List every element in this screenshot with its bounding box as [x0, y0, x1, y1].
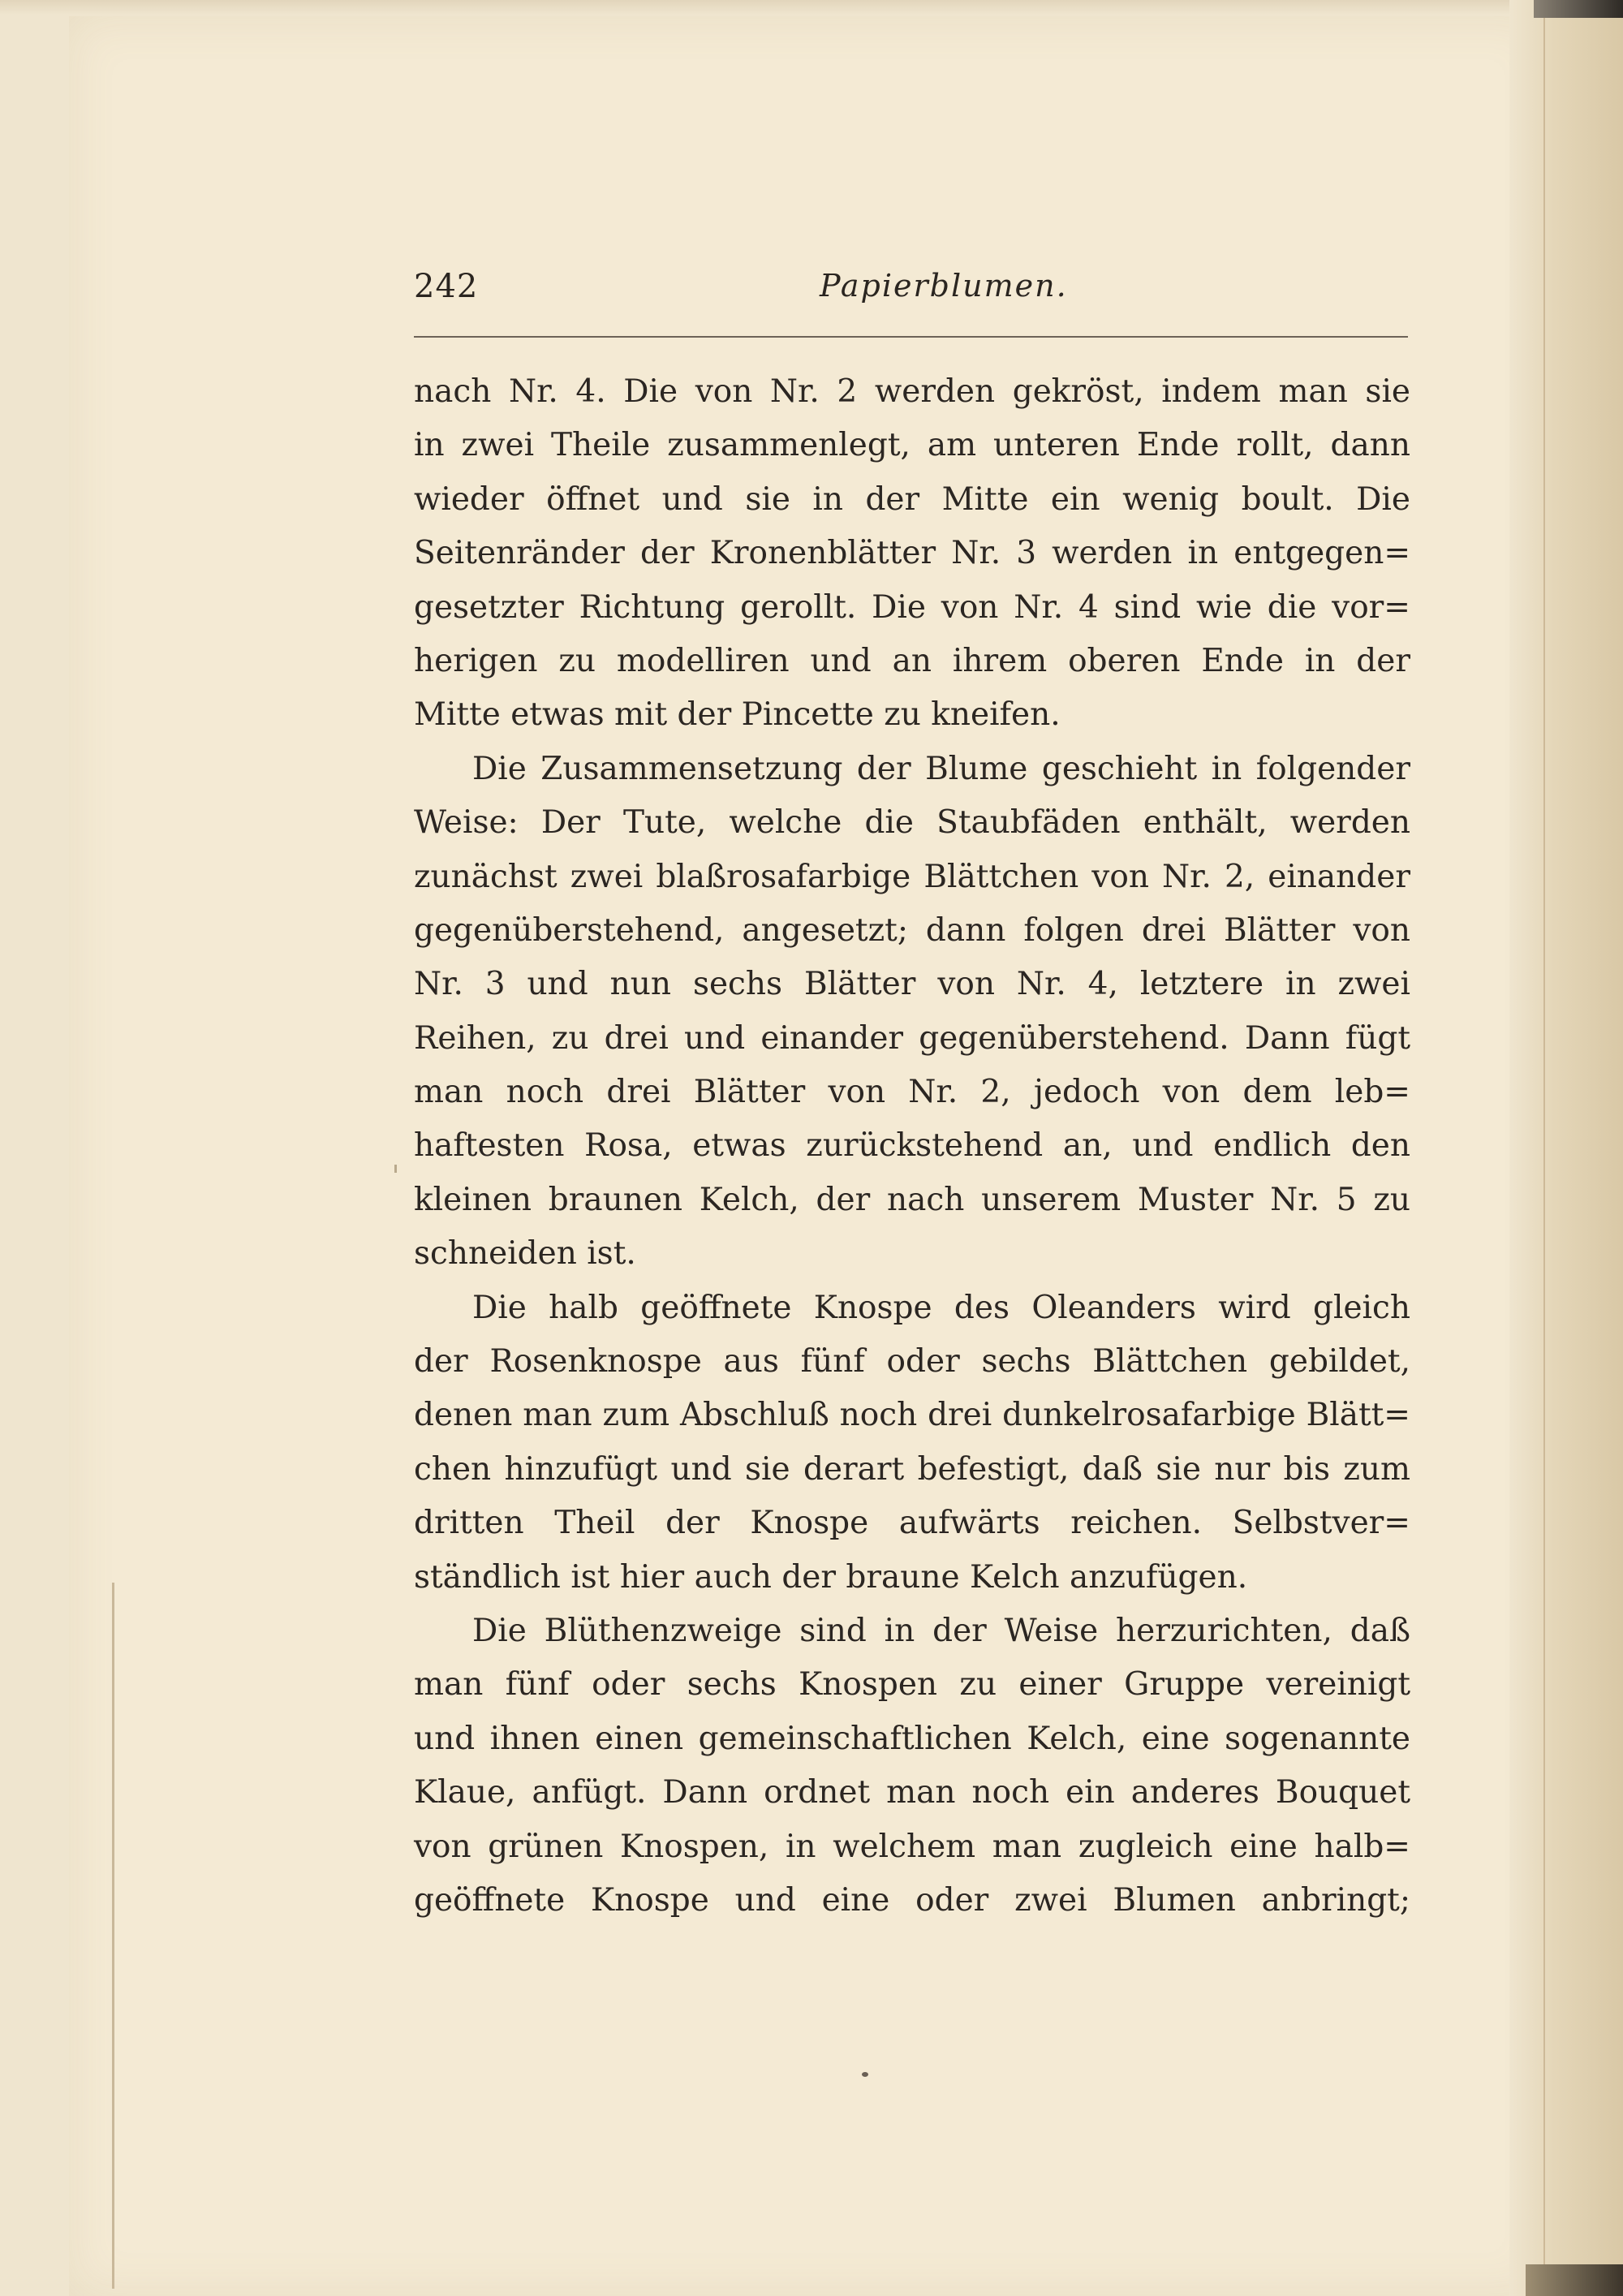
text-line: herigen zu modelliren und an ihrem oberen Ende in der: [414, 642, 1410, 679]
text-line: gesetzter Richtung gerollt. Die von Nr. 4 sind wie die vor=: [414, 588, 1410, 626]
paper-mark: [394, 1165, 397, 1173]
text-line: denen man zum Abschluß noch drei dunkelrosafarbige Blätt=: [414, 1397, 1410, 1434]
paragraph-3: [414, 1282, 1410, 1605]
text-line: und ihnen einen gemeinschaftlichen Kelch, eine sogenannte: [414, 1720, 1410, 1757]
page-top-edge: [0, 0, 1623, 15]
text-line: Klaue, anfügt. Dann ordnet man noch ein anderes Bouquet: [414, 1774, 1410, 1811]
text-line: von grünen Knospen, in welchem man zugleich eine halb=: [414, 1828, 1410, 1865]
text-line: Mitte etwas mit der Pincette zu kneifen.: [414, 696, 1061, 734]
page-number: 242: [414, 268, 479, 305]
page-right-edge-shadow: [1509, 0, 1623, 2296]
gutter-line: [112, 1583, 114, 2289]
text-line: wieder öffnet und sie in der Mitte ein wenig boult. Die: [414, 480, 1410, 518]
text-line: Nr. 3 und nun sechs Blätter von Nr. 4, letztere in zwei: [414, 966, 1410, 1003]
paragraph-4: [414, 1605, 1410, 1928]
text-line: dritten Theil der Knospe aufwärts reichen. Selbstver=: [414, 1505, 1410, 1542]
text-line: nach Nr. 4. Die von Nr. 2 werden gekröst, indem man sie: [414, 373, 1410, 410]
paragraph-1: [414, 365, 1410, 743]
text-line: Reihen, zu drei und einander gegenüberstehend. Dann fügt: [414, 1019, 1410, 1057]
scan-dark-corner: [1534, 0, 1623, 18]
text-line: Seitenränder der Kronenblätter Nr. 3 werden in entgegen=: [414, 535, 1410, 572]
page-header: [414, 268, 1412, 325]
text-line: Weise: Der Tute, welche die Staubfäden enthält, werden: [414, 804, 1410, 842]
text-line: geöffnete Knospe und eine oder zwei Blumen anbringt;: [414, 1881, 1410, 1919]
paragraph-2: [414, 743, 1410, 1282]
text-line: schneiden ist.: [414, 1235, 636, 1273]
text-line: kleinen braunen Kelch, der nach unserem Muster Nr. 5 zu: [414, 1181, 1410, 1218]
text-line: zunächst zwei blaßrosafarbige Blättchen von Nr. 2, einander: [414, 858, 1410, 895]
text-line: man fünf oder sechs Knospen zu einer Gruppe vereinigt: [414, 1666, 1410, 1704]
ink-speck: [862, 2072, 868, 2077]
text-line: Die Blüthenzweige sind in der Weise herzurichten, daß: [472, 1612, 1410, 1649]
text-line: gegenüberstehend, angesetzt; dann folgen drei Blätter von: [414, 911, 1410, 949]
text-line: Die halb geöffnete Knospe des Oleanders wird gleich: [472, 1289, 1410, 1326]
text-line: in zwei Theile zusammenlegt, am unteren Ende rollt, dann: [414, 427, 1410, 464]
text-line: man noch drei Blätter von Nr. 2, jedoch von dem leb=: [414, 1074, 1410, 1111]
text-line: ständlich ist hier auch der braune Kelch anzufügen.: [414, 1558, 1248, 1596]
text-line: chen hinzufügt und sie derart befestigt, daß sie nur bis zum: [414, 1450, 1410, 1488]
text-line: Die Zusammensetzung der Blume geschieht in folgender: [472, 750, 1410, 787]
text-line: haftesten Rosa, etwas zurückstehend an, und endlich den: [414, 1127, 1410, 1165]
scan-dark-bottom-corner: [1526, 2264, 1623, 2296]
body-text: [414, 365, 1410, 1928]
running-title: Papierblumen.: [820, 268, 1068, 304]
text-line: der Rosenknospe aus fünf oder sechs Blättchen gebildet,: [414, 1343, 1410, 1381]
header-rule: [414, 336, 1408, 338]
